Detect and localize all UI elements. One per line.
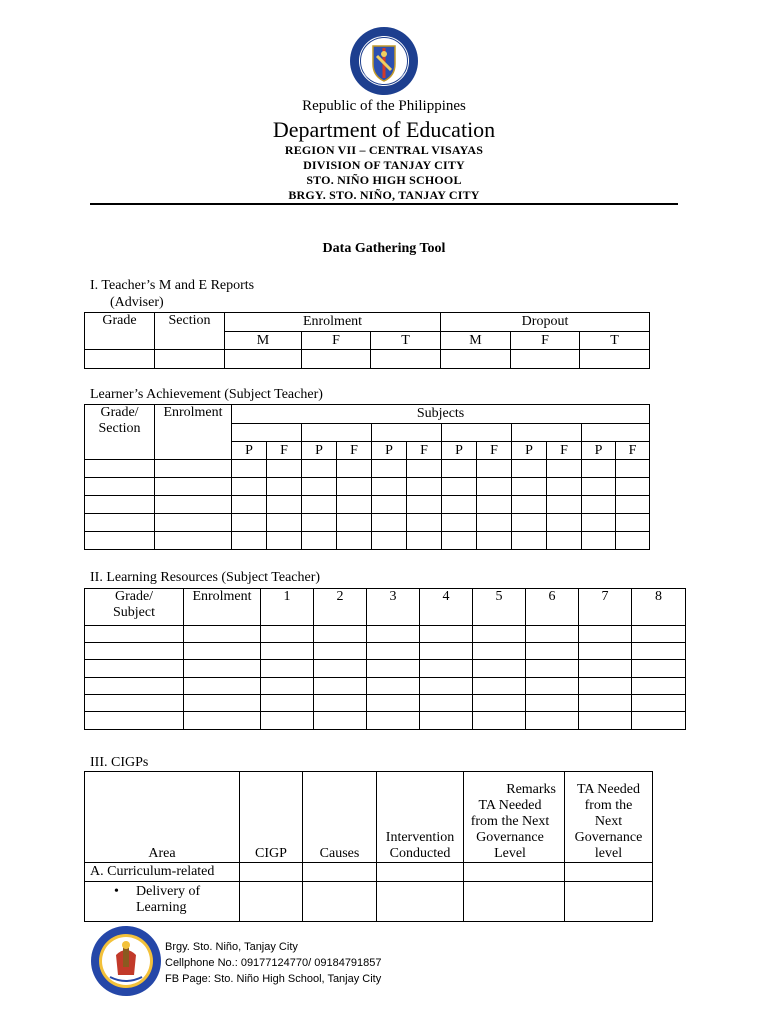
col-remarks-line1: Remarks — [506, 782, 556, 797]
table-row — [85, 712, 686, 730]
table-row — [85, 532, 650, 550]
section1-heading: I. Teacher’s M and E Reports — [90, 278, 255, 293]
footer-phone: Cellphone No.: 09177124770/ 09184791857 — [165, 957, 382, 969]
col-intervention-line2: Conducted — [389, 846, 451, 861]
row-delivery-of-learning — [85, 882, 240, 922]
col-1: 1 — [261, 589, 314, 626]
school-seal-logo — [90, 925, 162, 997]
col-f: F — [477, 442, 512, 460]
table-row — [85, 678, 686, 695]
cigp-table — [84, 771, 653, 922]
col-enrolment: Enrolment — [155, 405, 232, 460]
deped-seal-logo — [349, 26, 419, 96]
col-enrol-f: F — [302, 332, 371, 350]
col-causes: Causes — [303, 772, 377, 863]
col-f: F — [407, 442, 442, 460]
footer-fb: FB Page: Sto. Niño High School, Tanjay City — [165, 973, 382, 985]
col-p: P — [442, 442, 477, 460]
table-row — [85, 350, 650, 369]
col-enrol-t: T — [371, 332, 441, 350]
col-intervention — [377, 772, 464, 863]
bullet: • — [114, 884, 119, 899]
col-4: 4 — [420, 589, 473, 626]
row-b-line1: Delivery of — [136, 884, 201, 899]
col-ta-line1: TA Needed — [576, 782, 641, 797]
footer-address: Brgy. Sto. Niño, Tanjay City — [165, 941, 298, 953]
col-f: F — [337, 442, 372, 460]
table-row — [85, 882, 653, 922]
section2-heading: II. Learning Resources (Subject Teacher) — [90, 570, 321, 585]
col-remarks-line5: Level — [494, 846, 526, 861]
row-b-line2: Learning — [136, 900, 187, 915]
col-p: P — [302, 442, 337, 460]
document-title: Data Gathering Tool — [322, 241, 446, 256]
school-line: STO. NIÑO HIGH SCHOOL — [306, 173, 462, 187]
col-enrolment: Enrolment — [225, 313, 441, 332]
table-row — [85, 478, 650, 496]
col-dropout: Dropout — [441, 313, 650, 332]
republic-line: Republic of the Philippines — [302, 98, 466, 114]
address-line: BRGY. STO. NIÑO, TANJAY CITY — [288, 188, 480, 202]
col-f: F — [547, 442, 582, 460]
table-row — [85, 626, 686, 643]
teacher-me-table — [84, 312, 650, 369]
col-p: P — [232, 442, 267, 460]
col-cigp: CIGP — [240, 772, 303, 863]
table-row — [85, 460, 650, 478]
col-remarks — [464, 772, 565, 863]
col-remarks-line4: Governance — [476, 830, 544, 845]
col-subjects: Subjects — [232, 405, 650, 424]
table-row — [85, 695, 686, 712]
table-row — [85, 660, 686, 678]
col-section-label: Section — [98, 421, 141, 436]
learning-resources-table — [84, 588, 686, 730]
col-6: 6 — [526, 589, 579, 626]
col-grade: Grade — [85, 313, 155, 350]
col-2: 2 — [314, 589, 367, 626]
division-line: DIVISION OF TANJAY CITY — [303, 158, 465, 172]
col-intervention-line1: Intervention — [385, 830, 455, 845]
col-p: P — [582, 442, 616, 460]
col-section: Section — [155, 313, 225, 350]
table-row — [85, 643, 686, 660]
section1-subheading: (Adviser) — [110, 295, 164, 310]
row-curriculum-related: A. Curriculum-related — [85, 863, 240, 882]
col-remarks-line2: TA Needed — [478, 798, 542, 813]
col-7: 7 — [579, 589, 632, 626]
table-row — [85, 496, 650, 514]
col-ta-line3: Next — [594, 814, 623, 829]
col-grade-label: Grade/ — [100, 405, 139, 420]
col-ta-needed — [565, 772, 653, 863]
col-area: Area — [85, 772, 240, 863]
col-5: 5 — [473, 589, 526, 626]
header-divider — [90, 203, 678, 205]
col-f: F — [616, 442, 650, 460]
col-8: 8 — [632, 589, 686, 626]
section3-heading: III. CIGPs — [90, 755, 149, 770]
department-name: Department of Education — [272, 117, 496, 142]
col-grade-subject — [85, 589, 184, 626]
col-f: F — [267, 442, 302, 460]
col-ta-line5: level — [594, 846, 623, 861]
table-row — [85, 514, 650, 532]
col-remarks-line3: from the Next — [470, 814, 550, 829]
col-enrolment: Enrolment — [184, 589, 261, 626]
col-enrol-m: M — [225, 332, 302, 350]
col-3: 3 — [367, 589, 420, 626]
col-drop-f: F — [511, 332, 580, 350]
col-drop-m: M — [441, 332, 511, 350]
col-ta-line4: Governance — [574, 830, 643, 845]
col-grade-section — [85, 405, 155, 460]
achievement-heading: Learner’s Achievement (Subject Teacher) — [90, 387, 323, 402]
table-row — [85, 863, 653, 882]
achievement-table — [84, 404, 650, 550]
col-p: P — [512, 442, 547, 460]
region-line: REGION VII – CENTRAL VISAYAS — [284, 143, 484, 157]
col-drop-t: T — [580, 332, 650, 350]
col-ta-line2: from the — [584, 798, 633, 813]
col-p: P — [372, 442, 407, 460]
col-subject-label: Subject — [113, 605, 155, 620]
col-grade-label: Grade/ — [114, 589, 154, 604]
